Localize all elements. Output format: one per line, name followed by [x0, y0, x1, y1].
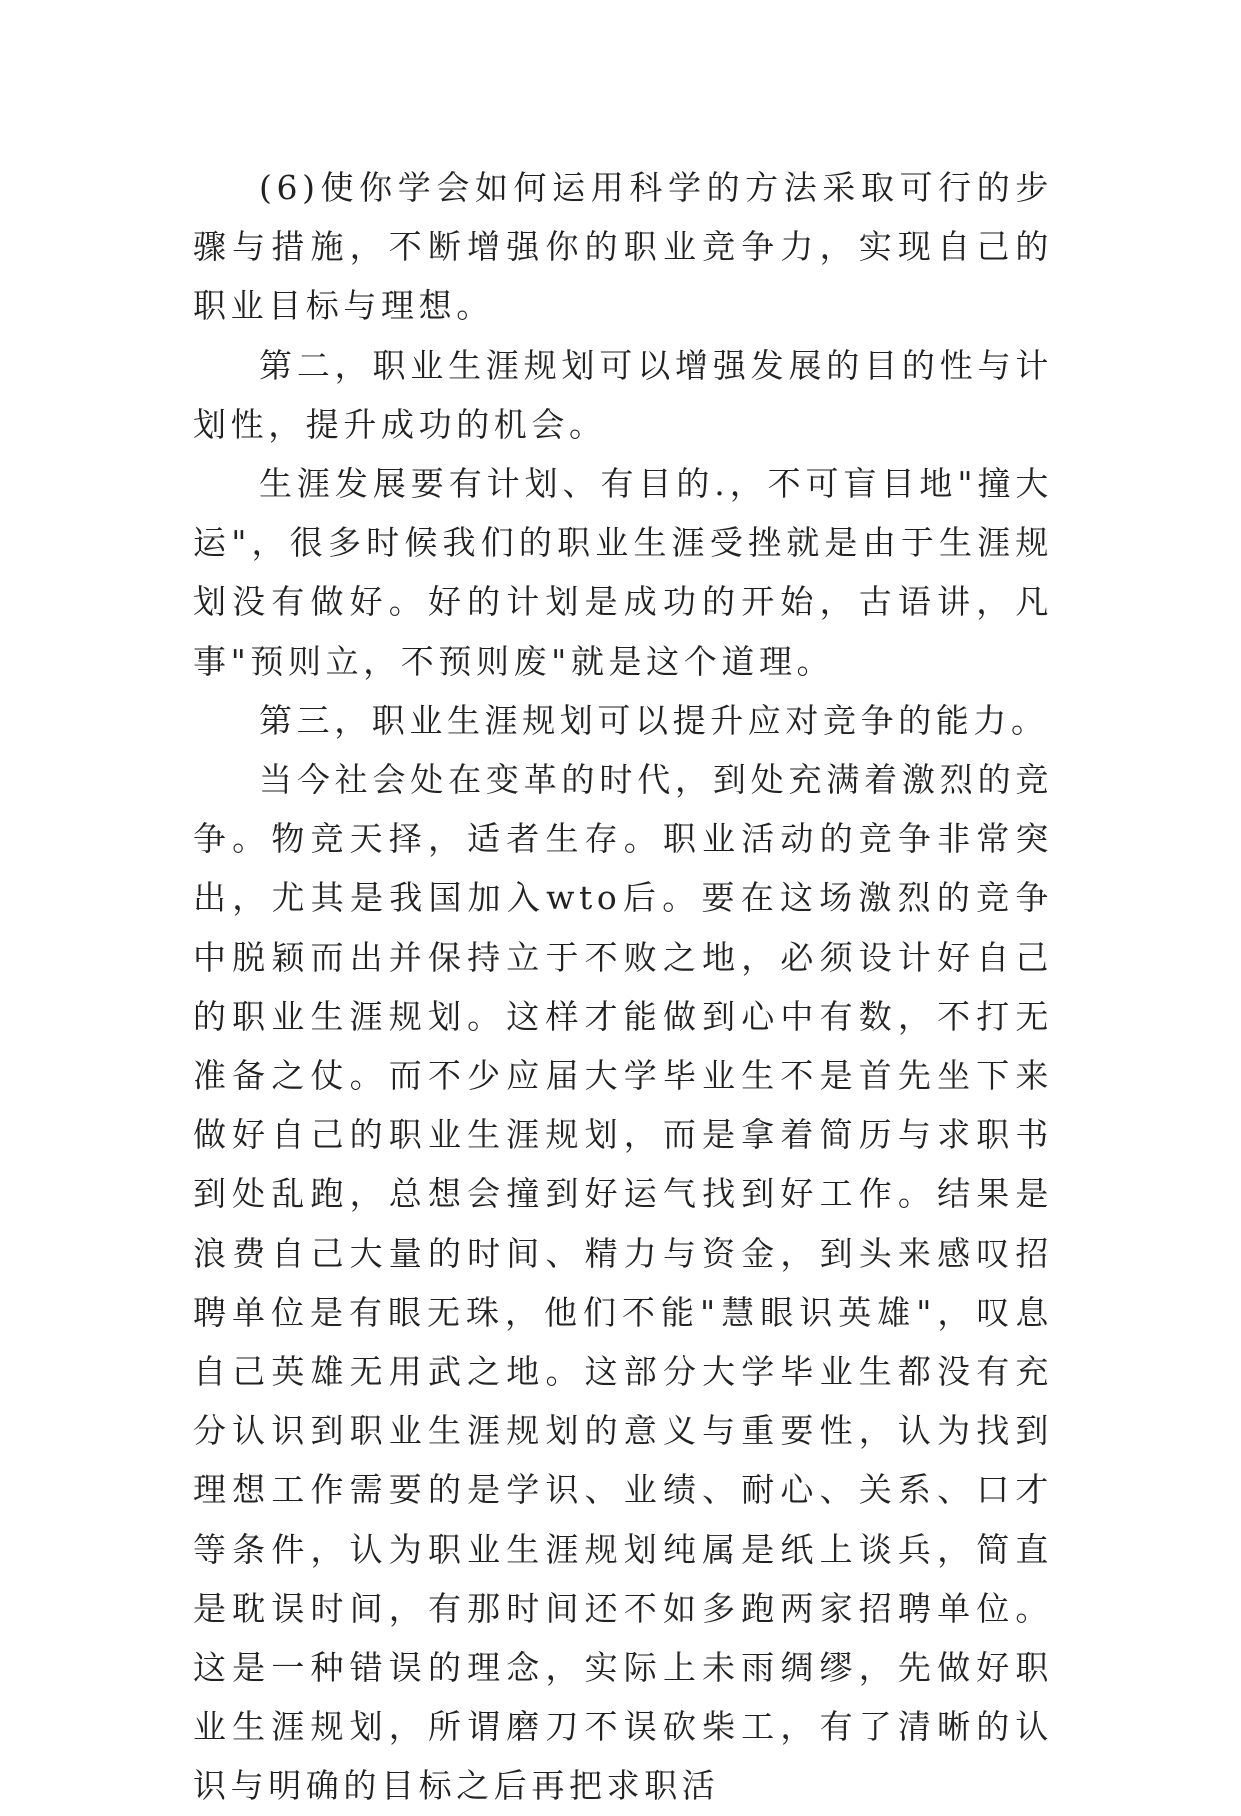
paragraph-competition: 当今社会处在变革的时代，到处充满着激烈的竞争。物竞天择，适者生存。职业活动的竞争非常突出，尤其是我国加入wto后。要在这场激烈的竞争中脱颖而出并保持立于不败之地，必须设计好自己的职业生涯规划。这样才能做到心中有数，不打无准备之仗。而不少应届大学毕业生不是首先坐下来做好自己的职业生涯规划，而是拿着简历与求职书到处乱跑，总想会撞到好运气找到好工作。结果是浪费自己大量的时间、精力与资金，到头来感叹招聘单位是有眼无珠，他们不能"慧眼识英雄"，叹息自己英雄无用武之地。这部分大学毕业生都没有充分认识到职业生涯规划的意义与重要性，认为找到理想工作需要的是学识、业绩、耐心、关系、口才等条件，认为职业生涯规划纯属是纸上谈兵，简直是耽误时间，有那时间还不如多跑两家招聘单位。这是一种错误的理念，实际上未雨绸缪，先做好职业生涯规划，所谓磨刀不误砍柴工，有了清晰的认识与明确的目标之后再把求职活 — [193, 760, 1053, 1806]
paragraph-career-skills: (6)使你学会如何运用科学的方法采取可行的步骤与措施，不断增强你的职业竞争力，实现自己的职业目标与理想。 — [193, 168, 1053, 326]
paragraph-second-point: 第二，职业生涯规划可以增强发展的目的性与计划性，提升成功的机会。 — [193, 345, 1053, 444]
paragraph-third-point: 第三，职业生涯规划可以提升应对竞争的能力。 — [259, 700, 1049, 740]
document-body — [193, 158, 1053, 1816]
paragraph-planning-purpose: 生涯发展要有计划、有目的.，不可盲目地"撞大运"，很多时候我们的职业生涯受挫就是由于生涯规划没有做好。好的计划是成功的开始，古语讲，凡事"预则立，不预则废"就是这个道理。 — [193, 464, 1053, 681]
